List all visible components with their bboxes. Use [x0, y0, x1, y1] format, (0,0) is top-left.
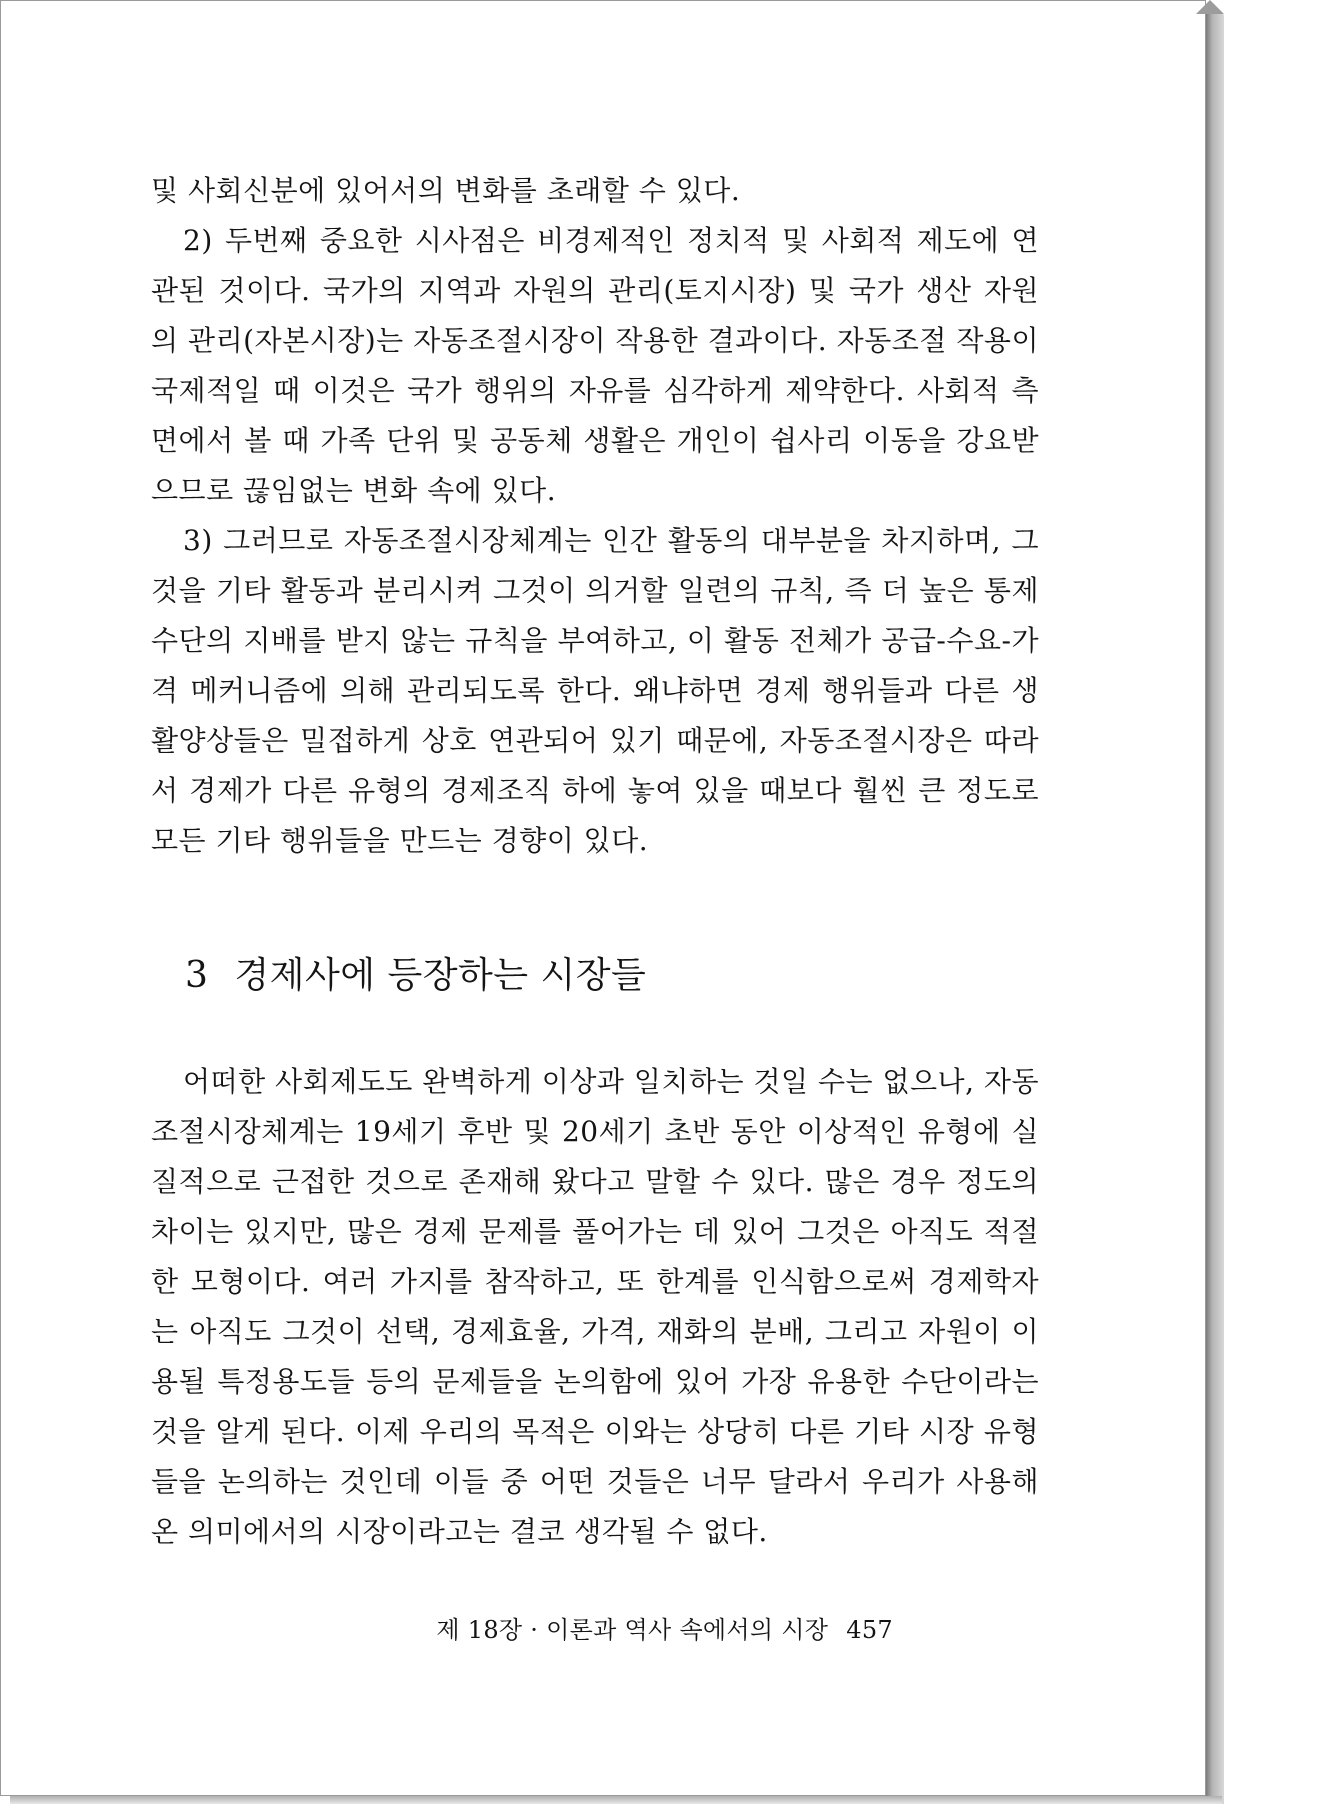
running-head: 제 18장 · 이론과 역사 속에서의 시장	[436, 1616, 829, 1644]
paragraph-point-3: 3) 그러므로 자동조절시장체계는 인간 활동의 대부분을 차지하며, 그것을 기타 활동과 분리시켜 그것이 의거할 일련의 규칙, 즉 더 높은 통제수단의 지배를 받지 않는 규칙을 부여하고, 이 활동 전체가 공급-수요-가격 메커니즘에 의해 관리되도록 한다. 왜냐하면 경제 행위들과 다른 생활양상들은 밀접하게 상호 연관되어 있기 때문에, 자동조절시장은 따라서 경제가 다른 유형의 경제조직 하에 놓여 있을 때보다 훨씬 큰 정도로 모든 기타 행위들을 만드는 경향이 있다.	[151, 524, 1039, 857]
page-corner-shadow	[1196, 0, 1224, 14]
page-bottom-shadow	[10, 1796, 1222, 1804]
running-footer	[436, 1613, 893, 1647]
paragraph-point-2: 2) 두번째 중요한 시사점은 비경제적인 정치적 및 사회적 제도에 연관된 것이다. 국가의 지역과 자원의 관리(토지시장) 및 국가 생산 자원의 관리(자본시장)는 자동조절시장이 작용한 결과이다. 자동조절 작용이 국제적일 때 이것은 국가 행위의 자유를 심각하게 제약한다. 사회적 측면에서 볼 때 가족 단위 및 공동체 생활은 개인이 쉽사리 이동을 강요받으므로 끊임없는 변화 속에 있다.	[151, 224, 1039, 507]
section-heading	[185, 951, 646, 1001]
body-text-bottom	[151, 1057, 1039, 1557]
page-edge-shadow	[1206, 14, 1224, 1804]
paragraph-continued: 및 사회신분에 있어서의 변화를 초래할 수 있다.	[151, 174, 741, 207]
section-title: 경제사에 등장하는 시장들	[234, 955, 647, 996]
page-number: 457	[846, 1616, 893, 1644]
paragraph-section-body: 어떠한 사회제도도 완벽하게 이상과 일치하는 것일 수는 없으나, 자동조절시장체계는 19세기 후반 및 20세기 초반 동안 이상적인 유형에 실질적으로 근접한 것으로 존재해 왔다고 말할 수 있다. 많은 경우 정도의 차이는 있지만, 많은 경제 문제를 풀어가는 데 있어 그것은 아직도 적절한 모형이다. 여러 가지를 참작하고, 또 한계를 인식함으로써 경제학자는 아직도 그것이 선택, 경제효율, 가격, 재화의 분배, 그리고 자원이 이용될 특정용도들 등의 문제들을 논의함에 있어 가장 유용한 수단이라는 것을 알게 된다. 이제 우리의 목적은 이와는 상당히 다른 기타 시장 유형들을 논의하는 것인데 이들 중 어떤 것들은 너무 달라서 우리가 사용해 온 의미에서의 시장이라고는 결코 생각될 수 없다.	[151, 1065, 1039, 1548]
section-number: 3	[185, 955, 209, 996]
body-text-top	[151, 166, 1039, 866]
